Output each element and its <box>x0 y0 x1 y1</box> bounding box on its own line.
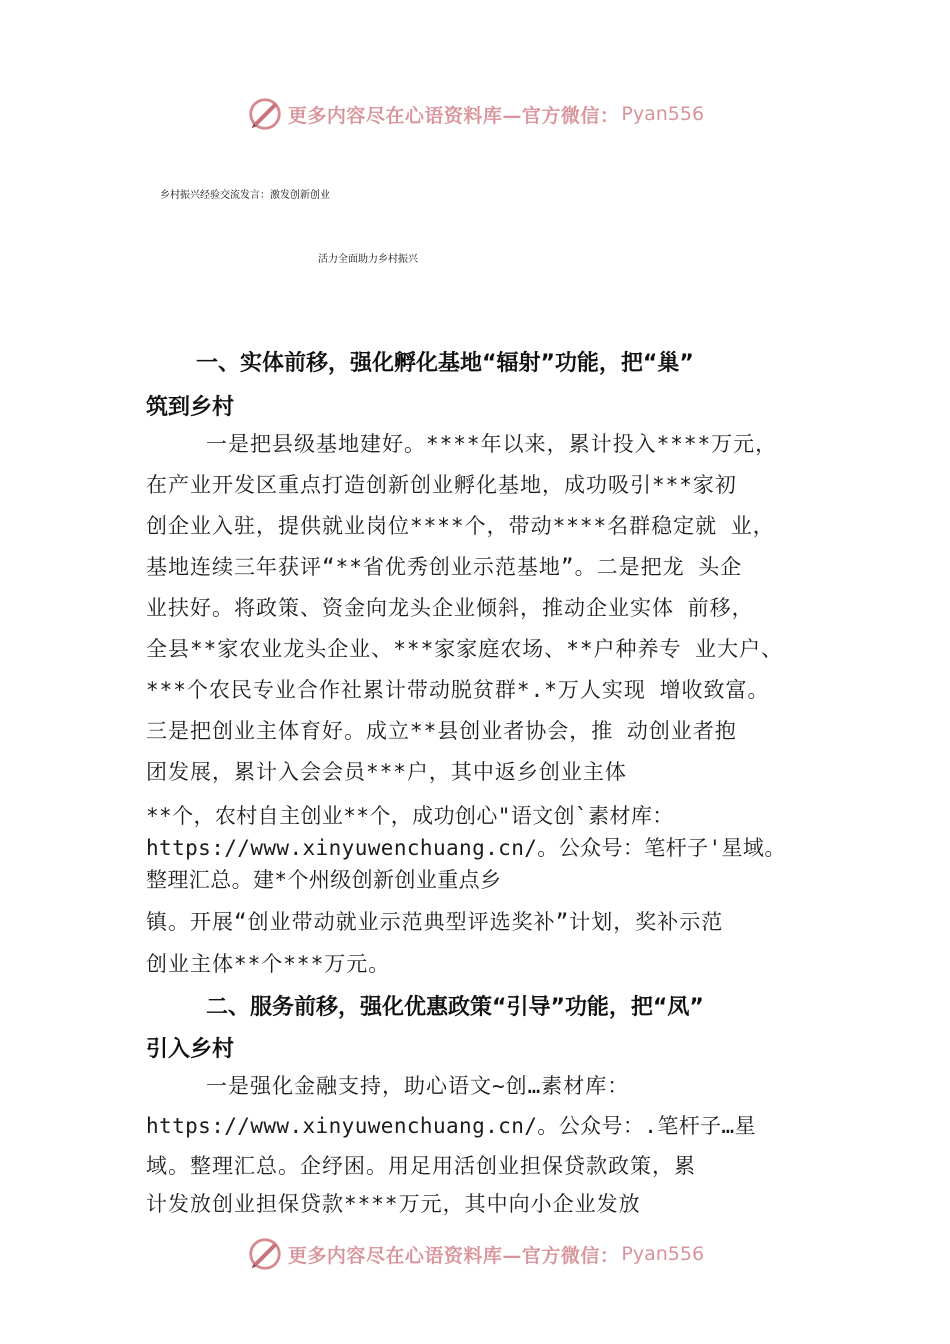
paragraph-line: 域。整理汇总。企纾困。用足用活创业担保贷款政策，累 <box>146 1154 696 1178</box>
paragraph-line: **个，农村自主创业**个，成功创心"语文创`素材库： <box>146 804 674 828</box>
paragraph-line: https://www.xinyuwenchuang.cn/。公众号：.笔杆子…星 <box>146 1114 756 1138</box>
paragraph-line: ***个农民专业合作社累计带动脱贫群*.*万人实现 增收致富。 <box>146 678 770 702</box>
pen-logo-icon <box>246 95 284 133</box>
paragraph-line: 创企业入驻，提供就业岗位****个，带动****名群稳定就 业， <box>146 514 775 538</box>
banner-wechat-id: Pyan556 <box>621 103 705 125</box>
footer-banner <box>0 1232 950 1276</box>
section-1-heading: 一、实体前移，强化孵化基地“辐射”功能，把“巢” <box>196 351 694 376</box>
paragraph-line: 创业主体**个***万元。 <box>146 952 391 976</box>
paragraph-line: 业扶好。将政策、资金向龙头企业倾斜，推动企业实体 前移， <box>146 596 754 620</box>
paragraph-line: 三是把创业主体育好。成立**县创业者协会，推 动创业者抱 <box>146 719 737 743</box>
document-title-line-1: 乡村振兴经验交流发言：激发创新创业 <box>160 190 330 201</box>
section-2-heading: 二、服务前移，强化优惠政策“引导”功能，把“凤” <box>206 995 704 1020</box>
section-2-heading-cont: 引入乡村 <box>146 1037 235 1062</box>
paragraph-line: 基地连续三年获评“**省优秀创业示范基地”。二是把龙 头企 <box>146 555 743 579</box>
header-banner <box>0 92 950 136</box>
pen-logo-icon <box>246 1235 284 1273</box>
paragraph-line: 一是强化金融支持，助心语文~创…素材库： <box>206 1074 630 1098</box>
banner-wechat-id: Pyan556 <box>621 1243 705 1265</box>
paragraph-line: https://www.xinyuwenchuang.cn/。公众号：笔杆子'星域。 <box>146 836 786 860</box>
document-title-line-2: 活力全面助力乡村振兴 <box>318 254 418 265</box>
paragraph-line: 团发展，累计入会会员***户，其中返乡创业主体 <box>146 760 627 784</box>
paragraph-line: 整理汇总。建*个州级创新创业重点乡 <box>146 868 502 892</box>
paragraph-line: 在产业开发区重点打造创新创业孵化基地，成功吸引***家初 <box>146 473 737 497</box>
paragraph-line: 镇。开展“创业带动就业示范典型评选奖补”计划，奖补示范 <box>146 910 724 934</box>
paragraph-line: 全县**家农业龙头企业、***家家庭农场、**户种养专 业大户、 <box>146 637 784 661</box>
banner-text: 更多内容尽在心语资料库—官方微信： <box>287 1244 620 1267</box>
section-1-heading-cont: 筑到乡村 <box>146 395 235 420</box>
banner-text: 更多内容尽在心语资料库—官方微信： <box>287 104 620 127</box>
paragraph-line: 计发放创业担保贷款****万元，其中向小企业发放 <box>146 1192 641 1216</box>
paragraph-line: 一是把县级基地建好。****年以来，累计投入****万元， <box>206 432 778 456</box>
